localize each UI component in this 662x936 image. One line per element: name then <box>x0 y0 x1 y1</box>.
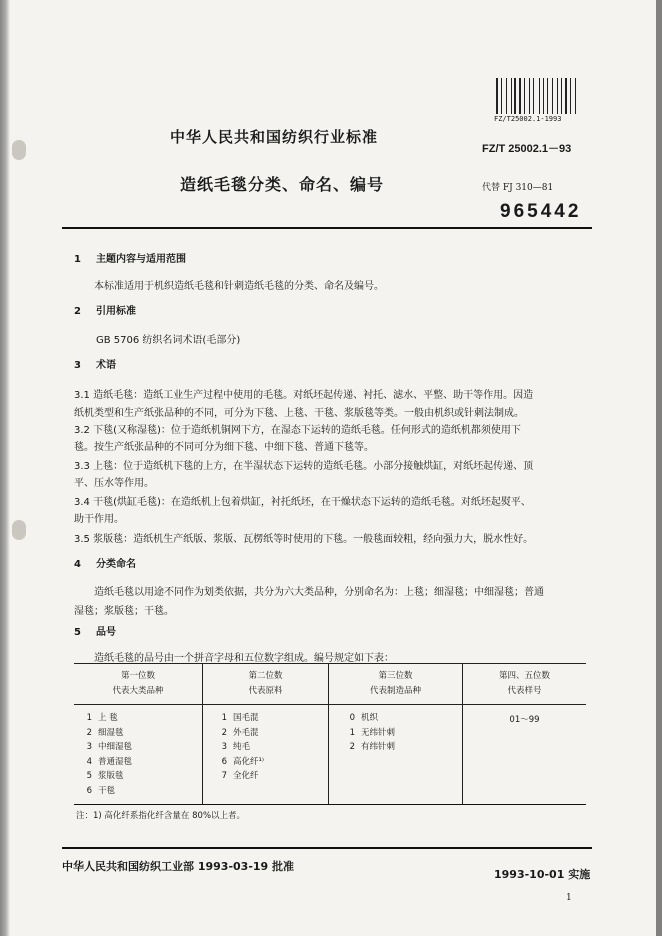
item-label: 纯毛 <box>233 742 251 753</box>
item-code: 1 <box>349 727 355 738</box>
section-4-line-1: 造纸毛毯以用途不同作为划类依据，共分为六大类品种，分别命名为：上毯；细湿毯；中细湿毯；普通 <box>94 587 544 598</box>
barcode-bar <box>539 78 540 114</box>
item-code: 7 <box>221 771 227 782</box>
list-item <box>209 711 328 726</box>
effective-date: 1993-10-01 实施 <box>494 868 591 881</box>
section-number: 2 <box>74 306 81 317</box>
item-label: 高化纤¹⁾ <box>233 756 264 767</box>
header-line: 第一位数 <box>120 671 155 681</box>
barcode-bar <box>522 78 523 114</box>
section-number: 4 <box>74 559 81 570</box>
term-3-1-line-2: 纸机类型和生产纸张品种的不同，可分为下毯、上毯、干毯、浆版毯等类。一般由机织或针刺法制成。 <box>74 408 524 419</box>
barcode-bar <box>549 78 551 114</box>
item-label: 有纬针刺 <box>361 742 396 753</box>
barcode-bar <box>552 78 553 114</box>
code-table <box>74 663 586 805</box>
list-item <box>337 740 462 755</box>
barcode-bar <box>496 78 498 114</box>
table-bottom-rule <box>74 804 586 805</box>
sample-range: 01～99 <box>509 715 540 725</box>
list-item <box>209 726 328 741</box>
footer-rule <box>62 847 592 849</box>
item-label: 细湿毯 <box>98 727 124 738</box>
term-3-3-line-1: 3.3 上毯：位于造纸机下毯的上方，在半湿状态下运转的造纸毛毯。小部分接触烘缸，对纸坯起传递、顶 <box>74 461 534 472</box>
barcode-bar <box>519 78 522 114</box>
item-label: 外毛混 <box>233 727 259 738</box>
barcode-bar <box>529 78 530 114</box>
list-item <box>74 769 202 784</box>
header-line: 第四、五位数 <box>498 671 550 681</box>
item-code: 6 <box>221 756 227 767</box>
list-item <box>74 784 202 799</box>
item-label: 全化纤 <box>233 771 259 782</box>
item-label: 上 毯 <box>98 713 118 723</box>
barcode-bar <box>541 78 542 114</box>
barcode-bar <box>557 78 558 114</box>
list-item <box>74 755 202 770</box>
section-number: 1 <box>74 254 81 265</box>
replaces-standard: 代替 FJ 310—81 <box>482 183 554 193</box>
list-item <box>74 726 202 741</box>
item-code: 3 <box>86 742 92 753</box>
section-4-line-2: 湿毯；浆版毯；干毯。 <box>74 606 174 617</box>
barcode-bar <box>547 78 548 114</box>
item-label: 国毛混 <box>233 713 259 723</box>
barcode-bar <box>501 78 502 114</box>
item-code: 2 <box>221 727 227 738</box>
barcode-bar <box>514 78 516 114</box>
item-code: 4 <box>86 756 92 767</box>
section-title: 品号 <box>96 627 116 638</box>
barcode-bar <box>563 78 564 114</box>
section-number: 5 <box>74 627 81 638</box>
scan-edge-right <box>656 0 662 936</box>
header-line: 代表制造品种 <box>369 686 421 696</box>
barcode-bar <box>533 78 535 114</box>
table-note: 注：1) 高化纤系指化纤含量在 80%以上者。 <box>76 811 246 821</box>
barcode-bar <box>535 78 538 114</box>
table-col-category <box>74 705 203 806</box>
page-number: 1 <box>566 893 572 903</box>
section-2-text: GB 5706 纺织名词术语(毛部分) <box>96 335 241 346</box>
barcode-bar <box>559 78 560 114</box>
table-header-digit-1 <box>74 664 203 705</box>
barcode-bar <box>499 78 500 114</box>
section-1-text: 本标准适用于机织造纸毛毯和针刺造纸毛毯的分类、命名及编号。 <box>94 281 384 292</box>
barcode-bar <box>502 78 505 114</box>
item-label: 中细湿毯 <box>98 742 133 753</box>
list-item <box>209 740 328 755</box>
section-number: 3 <box>74 360 81 371</box>
header-rule <box>62 227 592 229</box>
barcode-bar <box>545 78 546 114</box>
barcode-bar <box>575 78 576 114</box>
section-5-heading <box>74 623 116 638</box>
category-list <box>74 705 202 799</box>
term-3-5-line-1: 3.5 浆版毯：造纸机生产纸版、浆版、瓦楞纸等时使用的下毯。一般毯面较粗，经向强力大，脱水性好。 <box>74 534 534 545</box>
item-code: 3 <box>221 742 227 753</box>
list-item <box>337 726 462 741</box>
binding-hole <box>12 520 26 540</box>
binding-hole <box>12 140 26 160</box>
item-code: 1 <box>86 713 92 723</box>
term-3-1-line-1: 3.1 造纸毛毯：造纸工业生产过程中使用的毛毯。对纸坯起传递、衬托、滤水、平整、助干等作用。因造 <box>74 390 534 401</box>
item-label: 普通湿毯 <box>98 756 133 767</box>
barcode-bar <box>517 78 518 114</box>
barcode-bar <box>531 78 532 114</box>
barcode-text: FZ/T25002.1-1993 <box>494 115 562 123</box>
table-col-method <box>329 705 463 806</box>
term-3-2-line-1: 3.2 下毯(又称湿毯)：位于造纸机铜网下方，在湿态下运转的造纸毛毯。任何形式的造纸机都须使用下 <box>74 425 521 436</box>
standard-code: FZ/T 25002.1－93 <box>482 143 572 155</box>
section-title: 主题内容与适用范围 <box>96 254 186 265</box>
item-code: 0 <box>349 713 355 723</box>
barcode-bar <box>565 78 567 114</box>
section-5-text: 造纸毛毯的品号由一个拼音字母和五位数字组成。编号规定如下表： <box>94 653 394 664</box>
material-list <box>203 705 328 784</box>
table-col-material <box>203 705 329 806</box>
method-list <box>329 705 462 755</box>
term-3-2-line-2: 毯。按生产纸张品种的不同可分为细下毯、中细下毯、普通下毯等。 <box>74 442 374 453</box>
approval-statement: 中华人民共和国纺织工业部 1993-03-19 批准 <box>62 860 295 873</box>
item-label: 机织 <box>361 713 379 723</box>
barcode-bar <box>526 78 528 114</box>
item-code: 2 <box>349 742 355 753</box>
header-line: 第三位数 <box>378 671 413 681</box>
header-line: 代表样号 <box>507 686 542 696</box>
section-title: 分类命名 <box>96 559 136 570</box>
item-code: 2 <box>86 727 92 738</box>
table-header-digit-3 <box>329 664 463 705</box>
list-item <box>74 740 202 755</box>
header-line: 代表原料 <box>248 686 283 696</box>
item-label: 浆版毯 <box>98 771 124 782</box>
section-title: 引用标准 <box>96 306 136 317</box>
list-item <box>209 755 328 770</box>
standard-organization: 中华人民共和国纺织行业标准 <box>170 128 379 146</box>
barcode-bar <box>554 78 557 114</box>
barcode-bar <box>506 78 507 114</box>
list-item <box>209 769 328 784</box>
section-1-heading <box>74 250 186 265</box>
header-line: 代表大类品种 <box>112 686 164 696</box>
item-code: 6 <box>86 785 92 796</box>
item-code: 5 <box>86 771 92 782</box>
barcode-bar <box>561 78 563 114</box>
term-3-4-line-1: 3.4 干毯(烘缸毛毯)：在造纸机上包着烘缸，衬托纸坯，在干燥状态下运转的造纸毛毯。对纸坯起熨平、 <box>74 497 531 508</box>
section-4-heading <box>74 555 136 570</box>
table-header-digit-4-5 <box>463 664 587 705</box>
scan-edge-left <box>0 0 10 936</box>
barcode-bar <box>512 78 513 114</box>
barcode-bar <box>570 78 571 114</box>
table-col-sample <box>463 705 587 806</box>
table-header-digit-2 <box>203 664 329 705</box>
barcode-bar <box>543 78 545 114</box>
barcode <box>496 78 576 114</box>
term-3-4-line-2: 助干作用。 <box>74 514 124 525</box>
header-line: 第二位数 <box>248 671 283 681</box>
list-item <box>74 711 202 726</box>
section-2-heading <box>74 302 136 317</box>
item-label: 干毯 <box>98 785 116 796</box>
barcode-bar <box>568 78 569 114</box>
barcode-bar <box>511 78 512 114</box>
item-code: 1 <box>221 713 227 723</box>
term-3-3-line-2: 平、压水等作用。 <box>74 478 154 489</box>
barcode-bar <box>508 78 510 114</box>
barcode-bar <box>572 78 575 114</box>
barcode-bar <box>524 78 525 114</box>
section-title: 术语 <box>96 360 116 371</box>
item-label: 无纬针刺 <box>361 727 396 738</box>
section-3-heading <box>74 356 116 371</box>
list-item <box>337 711 462 726</box>
document-title: 造纸毛毯分类、命名、编号 <box>180 175 385 194</box>
document-number: 965442 <box>500 201 582 222</box>
